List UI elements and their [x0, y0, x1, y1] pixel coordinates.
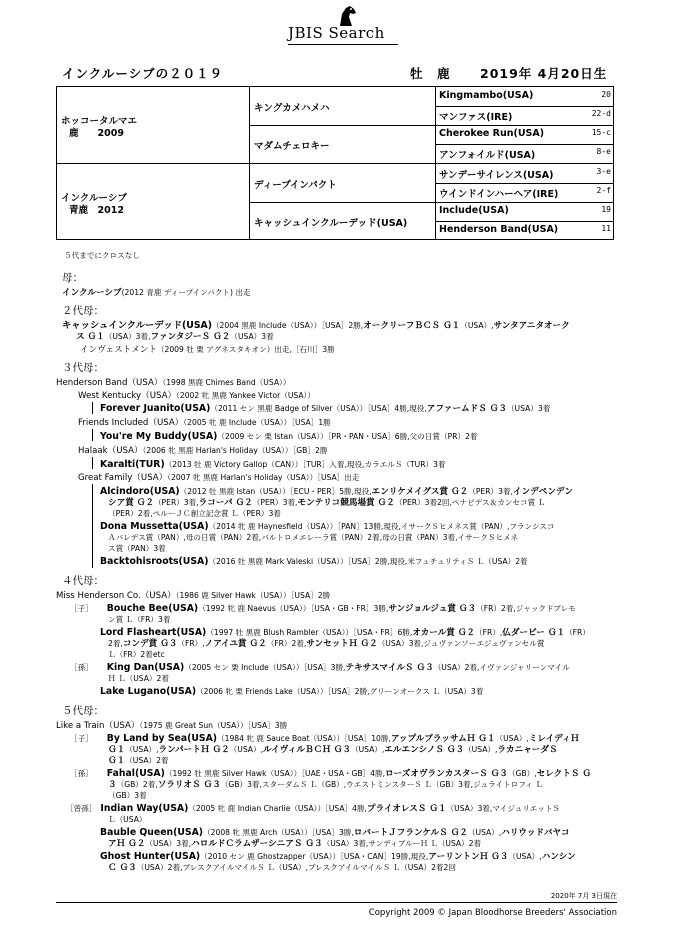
footer-rule: [56, 902, 617, 903]
dam-sire[interactable]: ディープインパクト: [254, 180, 337, 191]
g4-name[interactable]: Henderson Band(USA) 11: [439, 224, 611, 235]
family-line: ［曾孫］ Indian Way(USA)（2005 牝 鹿 Indian Charlie（USA））［USA］4勝,プライオレスＳ Ｇ１（USA）3着,マイジュリエットＳ: [66, 803, 561, 814]
family-line: Ａバレデス賞（PAN）,母の日賞（PAN）2着,バルトロメエレーラ賞（PAN）2着,母の日賞（PAN）3着,イサークＳヒメネ: [108, 533, 519, 542]
jbis-logo: [288, 4, 398, 46]
g4-name[interactable]: Include(USA) 19: [439, 205, 611, 216]
family-line: Great Family（USA）（2007 牝 黒鹿 Harlan's Holiday（USA））［USA］出走: [78, 473, 360, 483]
family-line: Ｇ１（USA）2着: [108, 756, 169, 766]
pedigree-table: [56, 86, 614, 240]
dam-name[interactable]: インクルーシブ: [61, 193, 127, 204]
family-line: ［子］ Bouche Bee(USA)（1992 牝 鹿 Naevus（USA））［USA・GB・FR］3勝,サンジョルジュ賞 Ｇ３（FR）2着,ジャックドブレモ: [70, 603, 576, 614]
cross-note: ５代までにクロスなし: [64, 251, 140, 260]
logo-text: JBIS Search: [288, 24, 385, 42]
family-line: Backtohisroots(USA)（2016 牡 黒鹿 Mark Valeski（USA））［USA］2勝,現役,米フュチュリティＳ Ｌ（USA）2着: [100, 556, 528, 567]
horse-name: インクルーシブの２０１９: [62, 66, 224, 81]
family-line: Friends Included（USA）（2005 牝 鹿 Include（USA））［USA］1勝: [78, 418, 331, 428]
family-line: シア賞 Ｇ２（PER）3着,ラコーパ Ｇ２（PER）3着,モンテリコ競馬場賞 Ｇ２（PER）3着2回,ペナビデス＆カンセコ賞 Ｌ: [108, 498, 546, 508]
family-line: Henderson Band（USA）（1998 黒鹿 Chimes Band（USA））: [56, 378, 291, 388]
sex-color: 牡 鹿: [410, 66, 451, 81]
family-line: West Kentucky（USA）（2002 牝 黒鹿 Yankee Victor（USA））: [78, 391, 315, 401]
section-g5: ５代母：: [62, 705, 104, 717]
family-line: キャッシュインクルーデッド(USA)（2004 黒鹿 Include（USA））［USA］2勝,オークリーフＢＣＳ Ｇ１（USA）,サンタアニタオーク: [62, 320, 570, 331]
g4-name[interactable]: マンファス(IRE) 22-d: [439, 109, 611, 123]
g4-name[interactable]: ウインドインハーヘア(IRE) 2-f: [439, 186, 611, 200]
family-line: Lord Flasheart(USA)（1997 牡 黒鹿 Blush Rambler（USA））［USA・FR］6勝,オカール賞 Ｇ２（FR）,仏ダービー Ｇ１（FR）: [100, 627, 590, 638]
family-line: Ghost Hunter(USA)（2010 セン 鹿 Ghostzapper（USA））［USA・CAN］19勝,現役,アーリントンＨ Ｇ３（USA）,ハンシン: [100, 851, 576, 862]
family-line: ン賞 Ｌ（FR）3着: [108, 615, 171, 624]
family-line: ［孫］ King Dan(USA)（2005 セン 栗 Include（USA））［USA］3勝,テキサスマイルＳ Ｇ３（USA）2着,イヴァンジャリーンマイル: [70, 662, 570, 673]
sire-name[interactable]: ホッコータルマエ: [61, 116, 138, 127]
sire-dam[interactable]: マダムチェロキー: [254, 141, 330, 152]
family-line: Alcindoro(USA)（2012 牡 黒鹿 Istan（USA））［ECU・PER］5勝,現役,エンリケメイグス賞 Ｇ２（PER）3着,インデペンデン: [100, 486, 573, 497]
dam-info: 青鹿 2012: [69, 205, 124, 216]
family-line: 2着,コンデ賞 Ｇ３（FR）,ノアイユ賞 Ｇ２（FR）2着,サンセットＨ Ｇ２（USA）3着,ジュヴァンソーエジュヴァンセル賞: [108, 639, 545, 649]
family-line: Ｌ（FR）2着etc: [108, 650, 165, 659]
family-line: Karalti(TUR)（2013 牡 鹿 Victory Gallop（CAN））［TUR］入着,現役,カラエルＳ（TUR）3着: [100, 459, 446, 470]
family-line: Miss Henderson Co.（USA）（1986 鹿 Silver Hawk（USA））［USA］2勝: [56, 591, 331, 601]
g4-name[interactable]: Cherokee Run(USA) 15-c: [439, 128, 611, 139]
family-line: ス Ｇ１（USA）3着,ファンタジーＳ Ｇ２（USA）3着: [76, 332, 274, 342]
family-line: Dona Mussetta(USA)（2014 牝 鹿 Haynesfield（USA））［PAN］13勝,現役,イサークＳヒメネス賞（PAN）,フランシスコ: [100, 521, 555, 532]
family-line: Lake Lugano(USA)（2006 牝 栗 Friends Lake（USA））［USA］2勝,グリーンオークス Ｌ（USA）3着: [100, 686, 484, 697]
logo-rule: [288, 44, 398, 45]
sire-sire[interactable]: キングカメハメハ: [254, 103, 330, 114]
family-line: Ｈ Ｌ（USA）2着: [108, 674, 169, 683]
family-line: You're My Buddy(USA)（2009 セン 栗 Istan（USA））［PR・PAN・USA］6勝,父の日賞（PR）2着: [100, 431, 478, 442]
family-line: Ｌ（USA）: [108, 815, 147, 824]
section-g4: ４代母：: [62, 575, 104, 587]
family-line: Like a Train（USA）（1975 鹿 Great Sun（USA））［USA］3勝: [56, 721, 288, 731]
family-line: （PER）2着,ペルーＪＣ創立記念賞 Ｌ（PER）3着: [108, 509, 281, 518]
family-line: ［孫］ Fahal(USA)（1992 牡 黒鹿 Silver Hawk（USA））［UAE・USA・GB］4勝,ローズオヴランカスターＳ Ｇ３（GB）,セレクトＳ Ｇ: [70, 768, 591, 779]
birth-date: 2019年 4月20日生: [480, 66, 608, 81]
dam-dam[interactable]: キャッシュインクルーデッド(USA): [254, 218, 408, 229]
g4-name[interactable]: サンデーサイレンス(USA) 3-e: [439, 167, 611, 181]
family-line: Forever Juanito(USA)（2011 セン 黒鹿 Badge of Silver（USA））［USA］4勝,現役,アファームドＳ Ｇ３（USA）3着: [100, 403, 551, 414]
family-line: ３（GB）2着,ソラリオＳ Ｇ３（GB）3着,スターダムＳ Ｌ（GB）,ウエストミンスターＳ Ｌ（GB）3着,ジュライトロフィ Ｌ: [108, 780, 543, 790]
family-line: Halaak（USA）（2006 牝 黒鹿 Harlan's Holiday（USA））［GB］2勝: [78, 446, 328, 456]
family-line: ［子］ By Land by Sea(USA)（1984 牝 鹿 Sauce Boat（USA））［USA］10勝,アップルブラッサムＨ Ｇ１（USA）,ミレイディＨ: [70, 733, 580, 744]
family-line: （GB）3着: [108, 791, 147, 800]
g4-name[interactable]: Kingmambo(USA) 20: [439, 90, 611, 101]
family-line: アＨ Ｇ２（USA）3着,ハロルドＣラムザーシニアＳ Ｇ３（USA）3着,サンディブルーＨ Ｌ（USA）2着: [108, 839, 482, 849]
as-of-date: 2020年 7月 3日現在: [550, 892, 617, 900]
family-line: インヴェストメント（2009 牡 栗 アグネスタキオン）出走,［石川］3勝: [80, 345, 335, 355]
family-line: インクルーシブ(2012 青鹿 ディープインパクト) 出走: [62, 288, 251, 298]
section-dam: 母：: [62, 272, 83, 284]
family-line: Ｇ１（USA）,ランパートＨ Ｇ２（USA）,ルイヴィルＢＣＨ Ｇ３（USA）,エルエンシノＳ Ｇ３（USA）,ラカニャーダＳ: [108, 745, 558, 755]
family-line: ス賞（PAN）3着: [108, 544, 166, 553]
section-g3: ３代母：: [62, 362, 104, 374]
family-line: Bauble Queen(USA)（2008 牝 黒鹿 Arch（USA））［USA］3勝,ロバートＪフランケルＳ Ｇ２（USA）,ハリウッドバヤコ: [100, 827, 570, 838]
copyright: Copyright 2009 © Japan Bloodhorse Breeders' Association: [368, 908, 617, 918]
family-line: Ｃ Ｇ３（USA）2着,ブレスクアイルマイルＳ Ｌ（USA）,ブレスクアイルマイルＳ Ｌ（USA）2着2回: [108, 863, 456, 873]
sire-info: 鹿 2009: [69, 128, 124, 139]
g4-name[interactable]: アンフォイルド(USA) 8-e: [439, 147, 611, 161]
section-g2: ２代母：: [62, 305, 104, 317]
